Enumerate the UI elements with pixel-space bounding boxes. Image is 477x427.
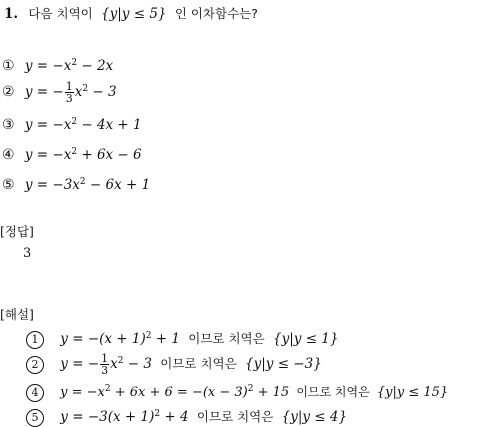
choice-rest: − 6x + 1 xyxy=(85,177,151,193)
question-set: {y|y ≤ 5} xyxy=(101,6,167,22)
choice-rest: + 6x − 6 xyxy=(77,147,142,163)
explanation-line-5 xyxy=(26,407,347,427)
explanation-expr: y = −x xyxy=(60,385,105,400)
explanation-exponent: 2 xyxy=(145,331,152,341)
explanation-line-1 xyxy=(26,329,338,349)
choice-lhs: y = −x xyxy=(24,117,72,133)
fraction-denominator: 3 xyxy=(65,92,73,105)
explanation-set: {y|y ≤ 15} xyxy=(376,385,449,400)
choice-mark: ① xyxy=(2,58,15,74)
fraction-numerator: 1 xyxy=(101,352,109,365)
explanation-exponent: 2 xyxy=(154,409,161,419)
choice-exponent: 2 xyxy=(79,177,86,187)
fraction-numerator: 1 xyxy=(65,80,73,93)
question xyxy=(4,4,258,22)
explanation-set: {y|y ≤ 1} xyxy=(273,331,339,347)
explanation-ko: 이므로 치역은 xyxy=(160,356,237,371)
explanation-expr-tail: + 6x + 6 = −(x − 3) xyxy=(110,385,248,400)
choice-1[interactable] xyxy=(2,58,113,74)
explanation-set: {y|y ≤ 4} xyxy=(281,409,348,425)
choice-3[interactable] xyxy=(2,117,142,133)
choice-mark: ④ xyxy=(2,147,15,163)
explanation-exponent: 2 xyxy=(104,384,111,394)
choice-4[interactable] xyxy=(2,147,142,163)
explanation-fraction xyxy=(100,353,109,376)
explanation-ko: 이므로 치역은 xyxy=(196,409,274,424)
choice-lhs: y = −x xyxy=(24,58,72,74)
explanation-mark: 2 xyxy=(26,356,44,374)
explanation-mark: 5 xyxy=(26,409,44,427)
explanation-expr-tail-2: + 15 xyxy=(253,385,290,400)
fraction-denominator: 3 xyxy=(101,364,109,377)
choice-exponent: 2 xyxy=(82,84,89,94)
choice-lhs: y = −3x xyxy=(24,177,80,193)
explanation-line-2 xyxy=(26,353,322,376)
choice-fraction xyxy=(65,81,74,104)
explanation-ko: 이므로 치역은 xyxy=(188,331,265,346)
choice-mark: ② xyxy=(2,84,15,100)
explanation-exponent-2: 2 xyxy=(247,384,254,394)
explanation-line-4 xyxy=(26,383,448,402)
explanation-expr-tail: + 1 xyxy=(151,331,180,347)
explanation-ko: 이므로 치역은 xyxy=(296,385,370,399)
choice-var: x xyxy=(74,84,83,100)
explanation-mark: 1 xyxy=(26,331,44,349)
explanation-expr-tail: + 4 xyxy=(160,409,189,425)
explanation-var: x xyxy=(110,356,118,372)
explanation-expr: y = −3(x + 1) xyxy=(60,409,155,425)
explanation-exponent: 2 xyxy=(117,356,124,366)
choice-exponent: 2 xyxy=(71,117,78,127)
question-text-prefix: 다음 치역이 xyxy=(28,6,93,21)
choice-rest: − 3 xyxy=(88,84,117,100)
choice-mark: ③ xyxy=(2,117,15,133)
question-text-suffix: 인 이차함수는? xyxy=(174,6,258,21)
choice-lhs: y = −x xyxy=(24,147,72,163)
choice-exponent: 2 xyxy=(71,58,78,68)
explanation-expr-tail: − 3 xyxy=(123,356,152,372)
choice-mark: ⑤ xyxy=(2,177,15,193)
explanation-set: {y|y ≤ −3} xyxy=(245,356,322,372)
question-number: 1. xyxy=(4,6,19,22)
choice-lhs: y = − xyxy=(24,84,64,100)
explanation-expr: y = −(x + 1) xyxy=(60,331,146,347)
choice-2[interactable] xyxy=(2,81,117,104)
answer-value: 3 xyxy=(23,246,32,261)
choice-exponent: 2 xyxy=(71,147,78,157)
answer-label: [정답] xyxy=(0,224,34,239)
explanation-expr: y = − xyxy=(60,356,100,372)
explanation-label: [해설] xyxy=(0,307,34,322)
choice-rest: − 2x xyxy=(77,58,114,74)
choice-5[interactable] xyxy=(2,177,150,193)
explanation-mark: 4 xyxy=(26,384,44,402)
choice-rest: − 4x + 1 xyxy=(77,117,142,133)
